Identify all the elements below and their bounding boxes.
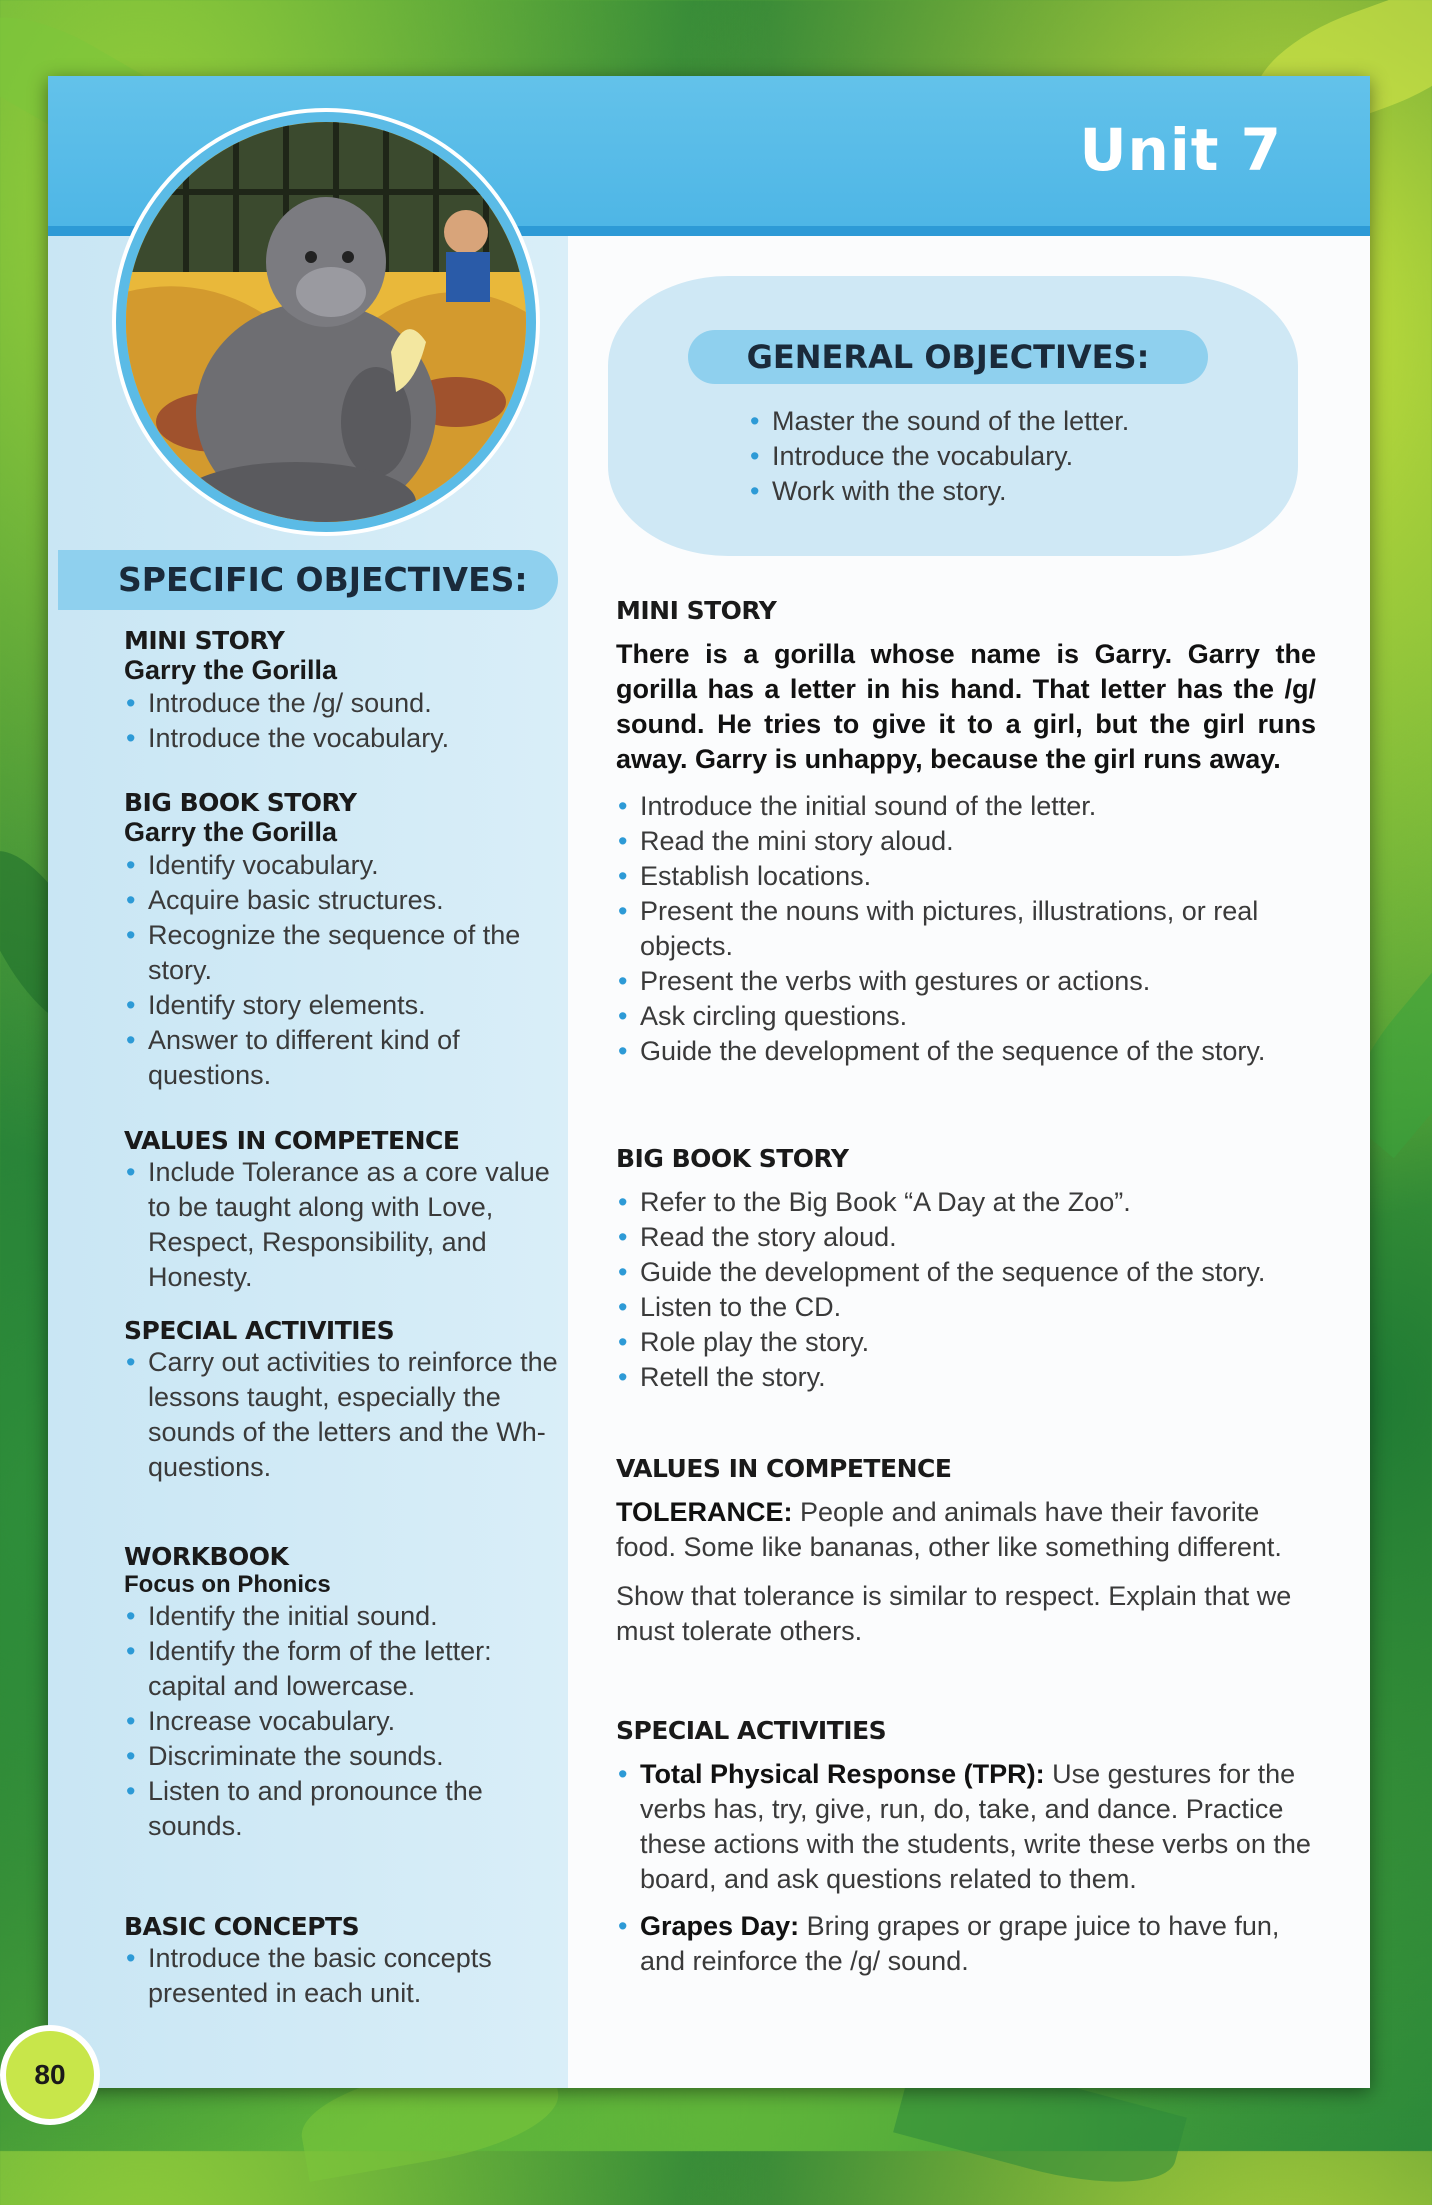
specific-values bbox=[124, 1126, 564, 1295]
list-item: • Guide the development of the sequence of the story. bbox=[616, 1034, 1316, 1069]
list-item: • Answer to different kind of questions. bbox=[124, 1023, 564, 1093]
tolerance-text: People and animals have their favorite food. Some like bananas, other like something different. bbox=[616, 1497, 1282, 1562]
list-item bbox=[616, 1909, 1316, 1979]
unit-title: Unit 7 bbox=[1079, 116, 1282, 184]
list-item: • Introduce the vocabulary. bbox=[124, 721, 564, 756]
general-objectives-list bbox=[748, 404, 1248, 509]
section-heading: BIG BOOK STORY bbox=[616, 1144, 849, 1173]
list-item: • Identify the initial sound. bbox=[124, 1599, 564, 1634]
tpr-text: Use gestures for the verbs has, try, give, run, do, take, and dance. Practice these actions with the students, write these verbs on the board, and ask questions related to them. bbox=[640, 1759, 1311, 1894]
right-special-activities bbox=[616, 1716, 1316, 1979]
list-item: • Present the verbs with gestures or actions. bbox=[616, 964, 1316, 999]
list-item: • Master the sound of the letter. bbox=[748, 404, 1248, 439]
list-item: • Identify the form of the letter: capital and lowercase. bbox=[124, 1634, 564, 1704]
workbook-subtitle: Focus on Phonics bbox=[124, 1571, 331, 1598]
section-heading: WORKBOOK bbox=[124, 1542, 289, 1571]
mini-story-text: There is a gorilla whose name is Garry. Garry the gorilla has a letter in his hand. That letter has the /g/ sound. He tries to give it to a girl, but the girl runs away. Garry is unhappy, because the girl runs away. bbox=[616, 639, 1316, 774]
list-item: • Present the nouns with pictures, illustrations, or real objects. bbox=[616, 894, 1316, 964]
grapes-text: Bring grapes or grape juice to have fun, and reinforce the /g/ sound. bbox=[640, 1911, 1280, 1976]
section-heading: MINI STORY bbox=[616, 596, 777, 625]
list-item: • Retell the story. bbox=[616, 1360, 1316, 1395]
list-item: • Identify story elements. bbox=[124, 988, 564, 1023]
list-item: • Read the story aloud. bbox=[616, 1220, 1316, 1255]
list-item: • Listen to the CD. bbox=[616, 1290, 1316, 1325]
specific-basic-concepts bbox=[124, 1912, 564, 2011]
list-item: • Recognize the sequence of the story. bbox=[124, 918, 564, 988]
list-item: • Listen to and pronounce the sounds. bbox=[124, 1774, 564, 1844]
section-heading: BIG BOOK STORY bbox=[124, 788, 357, 817]
list-item: • Work with the story. bbox=[748, 474, 1248, 509]
list-item: • Carry out activities to reinforce the lessons taught, especially the sounds of the letters and the Wh-questions. bbox=[124, 1345, 564, 1485]
gorilla-illustration bbox=[116, 112, 536, 532]
story-title: Garry the Gorilla bbox=[124, 817, 338, 847]
page-number-badge: 80 bbox=[0, 2025, 100, 2125]
list-item: • Introduce the vocabulary. bbox=[748, 439, 1248, 474]
list-item: • Introduce the /g/ sound. bbox=[124, 686, 564, 721]
list-item: • Increase vocabulary. bbox=[124, 1704, 564, 1739]
list-item: • Include Tolerance as a core value to be taught along with Love, Respect, Responsibility, and Honesty. bbox=[124, 1155, 564, 1295]
right-big-book bbox=[616, 1144, 1316, 1395]
list-item: • Acquire basic structures. bbox=[124, 883, 564, 918]
section-heading: VALUES IN COMPETENCE bbox=[616, 1454, 952, 1483]
list-item: • Ask circling questions. bbox=[616, 999, 1316, 1034]
section-heading: SPECIAL ACTIVITIES bbox=[124, 1316, 395, 1345]
list-item: • Refer to the Big Book “A Day at the Zoo”. bbox=[616, 1185, 1316, 1220]
list-item: • Role play the story. bbox=[616, 1325, 1316, 1360]
specific-workbook bbox=[124, 1542, 564, 1844]
grapes-label: Grapes Day: bbox=[640, 1911, 800, 1941]
list-item: • Introduce the basic concepts presented in each unit. bbox=[124, 1941, 564, 2011]
list-item: • Discriminate the sounds. bbox=[124, 1739, 564, 1774]
list-item: • Identify vocabulary. bbox=[124, 848, 564, 883]
section-heading: BASIC CONCEPTS bbox=[124, 1912, 360, 1941]
section-heading: SPECIAL ACTIVITIES bbox=[616, 1716, 887, 1745]
specific-objectives-heading: SPECIFIC OBJECTIVES: bbox=[58, 550, 558, 610]
right-values bbox=[616, 1454, 1316, 1649]
story-title: Garry the Gorilla bbox=[124, 655, 338, 685]
list-item: • Establish locations. bbox=[616, 859, 1316, 894]
section-heading: VALUES IN COMPETENCE bbox=[124, 1126, 460, 1155]
tpr-label: Total Physical Response (TPR): bbox=[640, 1759, 1045, 1789]
specific-mini-story bbox=[124, 626, 564, 756]
right-mini-story bbox=[616, 596, 1316, 1069]
specific-special-activities bbox=[124, 1316, 564, 1485]
section-heading: MINI STORY bbox=[124, 626, 285, 655]
tolerance-label: TOLERANCE: bbox=[616, 1497, 793, 1527]
general-objectives-heading: GENERAL OBJECTIVES: bbox=[688, 330, 1208, 384]
tolerance-paragraph bbox=[616, 1495, 1316, 1565]
list-item: • Guide the development of the sequence of the story. bbox=[616, 1255, 1316, 1290]
specific-big-book bbox=[124, 788, 564, 1093]
lesson-page bbox=[48, 76, 1370, 2088]
list-item: • Read the mini story aloud. bbox=[616, 824, 1316, 859]
list-item bbox=[616, 1757, 1316, 1897]
respect-paragraph: Show that tolerance is similar to respect. Explain that we must tolerate others. bbox=[616, 1581, 1292, 1646]
list-item: • Introduce the initial sound of the letter. bbox=[616, 789, 1316, 824]
